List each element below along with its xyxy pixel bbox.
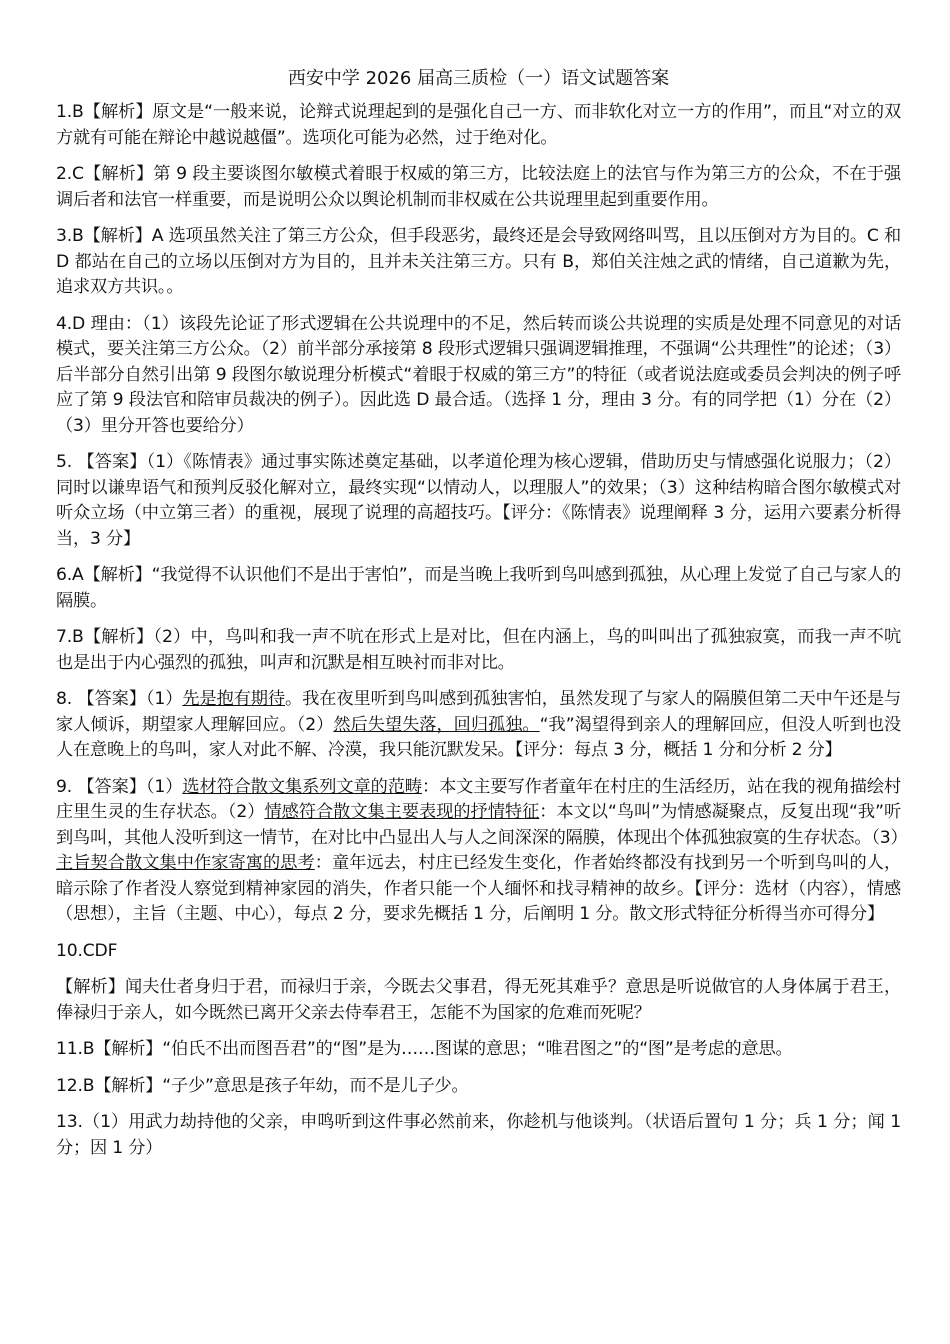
answer-9-part: 9. 【答案】（1） bbox=[56, 776, 183, 797]
answer-13: 13.（1）用武力劫持他的父亲，申鸣听到这件事必然前来，你趁机与他谈判。（状语后置句 1 分；兵 1 分；闻 1 分；因 1 分） bbox=[56, 1112, 901, 1158]
answer-7: 7.B【解析】（2）中，鸟叫和我一声不吭在形式上是对比，但在内涵上，鸟的叫叫出了孤独寂寞，而我一声不吭也是出于内心强烈的孤独，叫声和沉默是相互映衬而非对比。 bbox=[56, 627, 901, 673]
answer-sheet bbox=[56, 66, 908, 1172]
answer-10-note: 【解析】闻夫仕者身归于君，而禄归于亲，今既去父事君，得无死其难乎？意思是听说做官的人身体属于君王，俸禄归于亲人，如今既然已离开父亲去侍奉君王，怎能不为国家的危难而死呢？ bbox=[56, 977, 901, 1023]
answer-8 bbox=[56, 687, 901, 764]
answer-8-key-point: 先是抱有期待 bbox=[182, 689, 286, 709]
answer-8-part: 。我在夜里听到鸟叫感到孤独害怕，虽然发现了与家人的隔膜但第二天中午还是与家人倾诉，期望家人理解回应。（2） bbox=[56, 689, 901, 735]
answer-12: 12.B【解析】“子少”意思是孩子年幼，而不是儿子少。 bbox=[56, 1075, 469, 1096]
answer-2: 2.C【解析】第 9 段主要谈图尔敏模式着眼于权威的第三方，比较法庭上的法官与作为第三方的公众，不在于强调后者和法官一样重要，而是说明公众以舆论机制而非权威在公共说理里起到重要作用。 bbox=[56, 164, 901, 210]
answer-9-key-point: 情感符合散文集主要表现的抒情特征 bbox=[264, 802, 540, 822]
answer-9-part: ：本文主要写作者童年在村庄的生活经历，站在我的视角描绘村庄里生灵的生存状态。（2） bbox=[56, 776, 902, 822]
answer-5: 5. 【答案】（1）《陈情表》通过事实陈述奠定基础，以孝道伦理为核心逻辑，借助历史与情感强化说服力；（2）同时以谦卑语气和预判反驳化解对立，最终实现“以情动人，以理服人”的效果；（3）这种结构暗合图尔敏模式对听众立场（中立第三者）的重视，展现了说理的高超技巧。【评分：《陈情表》说理阐释 3 分，运用六要素分析得当，3 分】 bbox=[56, 452, 901, 549]
answer-10: 10.CDF bbox=[56, 940, 118, 961]
answer-3: 3.B【解析】A 选项虽然关注了第三方公众，但手段恶劣，最终还是会导致网络叫骂，且以压倒对方为目的。C 和 D 都站在自己的立场以压倒对方为目的，且并未关注第三方。只有 B，郑伯关注烛之武的情绪，自己道歉为先，追求双方共识。。 bbox=[56, 226, 901, 297]
answer-9-key-point: 主旨契合散文集中作家寄寓的思考 bbox=[56, 853, 315, 873]
answer-8-part: 8. 【答案】（1） bbox=[56, 689, 183, 709]
answer-11: 11.B【解析】“伯氏不出而图吾君”的“图”是为……图谋的意思；“唯君图之”的“图”是考虑的意思。 bbox=[56, 1039, 793, 1059]
answer-8-key-point: 然后失望失落，回归孤独。 bbox=[333, 714, 540, 735]
answer-9-part: ：童年远去，村庄已经发生变化，作者始终都没有找到另一个听到鸟叫的人，暗示除了作者没人察觉到精神家园的消失，作者只能一个人缅怀和找寻精神的故乡。【评分：选材（内容），情感（思想），主旨（主题、中心），每点 2 分，要求先概括 1 分，后阐明 1 分。散文形式特征分析得当亦可得分】 bbox=[56, 853, 901, 924]
answer-4: 4.D 理由：（1）该段先论证了形式逻辑在公共说理中的不足，然后转而谈公共说理的实质是处理不同意见的对话模式，要关注第三方公众。（2）前半部分承接第 8 段形式逻辑只强调逻辑推理，不强调“公共理性”的论述；（3）后半部分自然引出第 9 段图尔敏说理分析模式“着眼于权威的第三方”的特征（或者说法庭或委员会判决的例子呼应了第 9 段法官和陪审员裁决的例子）。因此选 D 最合适。（选择 1 分，理由 3 分。有的同学把（1）分在（2）（3）里分开答也要给分） bbox=[56, 313, 901, 436]
answer-9-key-point: 选材符合散文集系列文章的范畴 bbox=[182, 776, 422, 797]
answer-6: 6.A【解析】“我觉得不认识他们不是出于害怕”，而是当晚上我听到鸟叫感到孤独，从心理上发觉了自己与家人的隔膜。 bbox=[56, 565, 901, 611]
answer-8-part: “我”渴望得到亲人的理解回应，但没人听到也没人在意晚上的鸟叫，家人对此不解、冷漠，我只能沉默发呆。【评分：每点 3 分，概括 1 分和分析 2 分】 bbox=[56, 714, 901, 760]
page-title: 西安中学 2026 届高三质检（一）语文试题答案 bbox=[287, 68, 670, 89]
answer-1: 1.B【解析】原文是“一般来说，论辩式说理起到的是强化自己一方、而非软化对立一方的作用”，而且“对立的双方就有可能在辩论中越说越僵”。选项化可能为必然，过于绝对化。 bbox=[56, 102, 901, 148]
answer-9-part: ：本文以“鸟叫”为情感凝聚点，反复出现“我”听到鸟叫，其他人没听到这一情节，在对比中凸显出人与人之间深深的隔膜，体现出个体孤独寂寞的生存状态。（3） bbox=[56, 802, 908, 848]
answer-9 bbox=[56, 775, 908, 928]
